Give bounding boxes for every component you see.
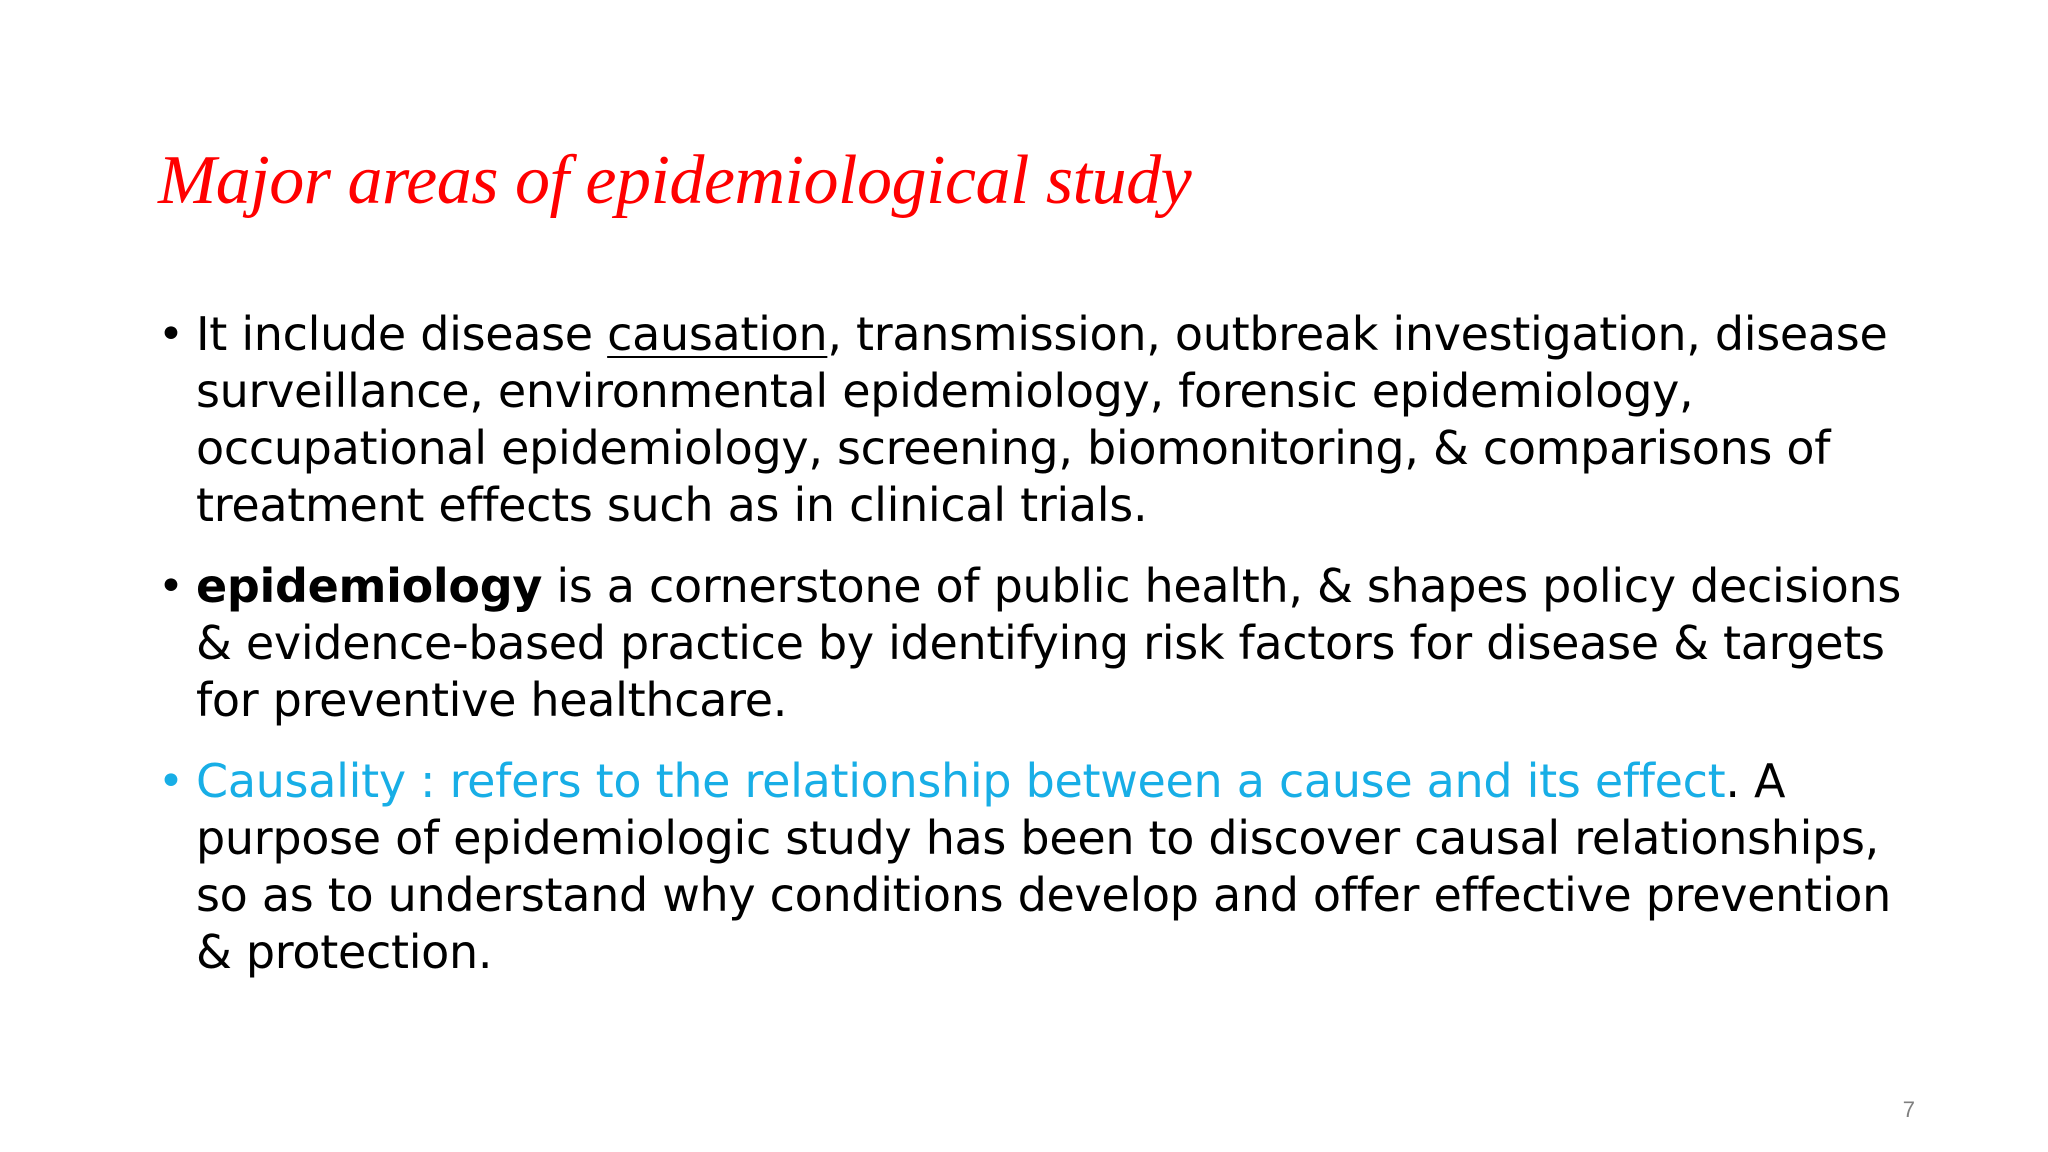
page-number: 7 <box>1902 1097 1915 1122</box>
bullet-text-rest: is a cornerstone of public health, & shapes policy decisions & evidence-based practice by identifying risk factors for disease & targets for preventive healthcare. <box>196 559 1901 727</box>
bullet-text-rest: , transmission, outbreak investigation, disease surveillance, environmental epidemiology, forensic epidemiology, occupational epidemiology, screening, biomonitoring, & comparisons of treatment effects such as in clinical trials. <box>196 307 1888 532</box>
bold-term: epidemiology <box>196 559 543 613</box>
bullet-item-causality <box>158 753 1918 981</box>
bullet-text-rest: . A purpose of epidemiologic study has been to discover causal relationships, so as to understand why conditions develop and offer effective prevention & protection. <box>196 754 1891 979</box>
bullet-item-areas <box>158 306 1918 534</box>
bullet-dot-icon: • <box>158 561 184 612</box>
bullet-dot-icon: • <box>158 309 184 360</box>
slide-title: Major areas of epidemiological study <box>158 142 1192 219</box>
bullet-item-public-health <box>158 558 1918 729</box>
underlined-term: causation <box>607 307 828 361</box>
bullet-list <box>158 306 1918 1005</box>
bullet-text-lead: It include disease <box>196 307 608 361</box>
bullet-dot-icon: • <box>158 756 184 807</box>
highlighted-definition: Causality : refers to the relationship between a cause and its effect <box>196 754 1726 808</box>
